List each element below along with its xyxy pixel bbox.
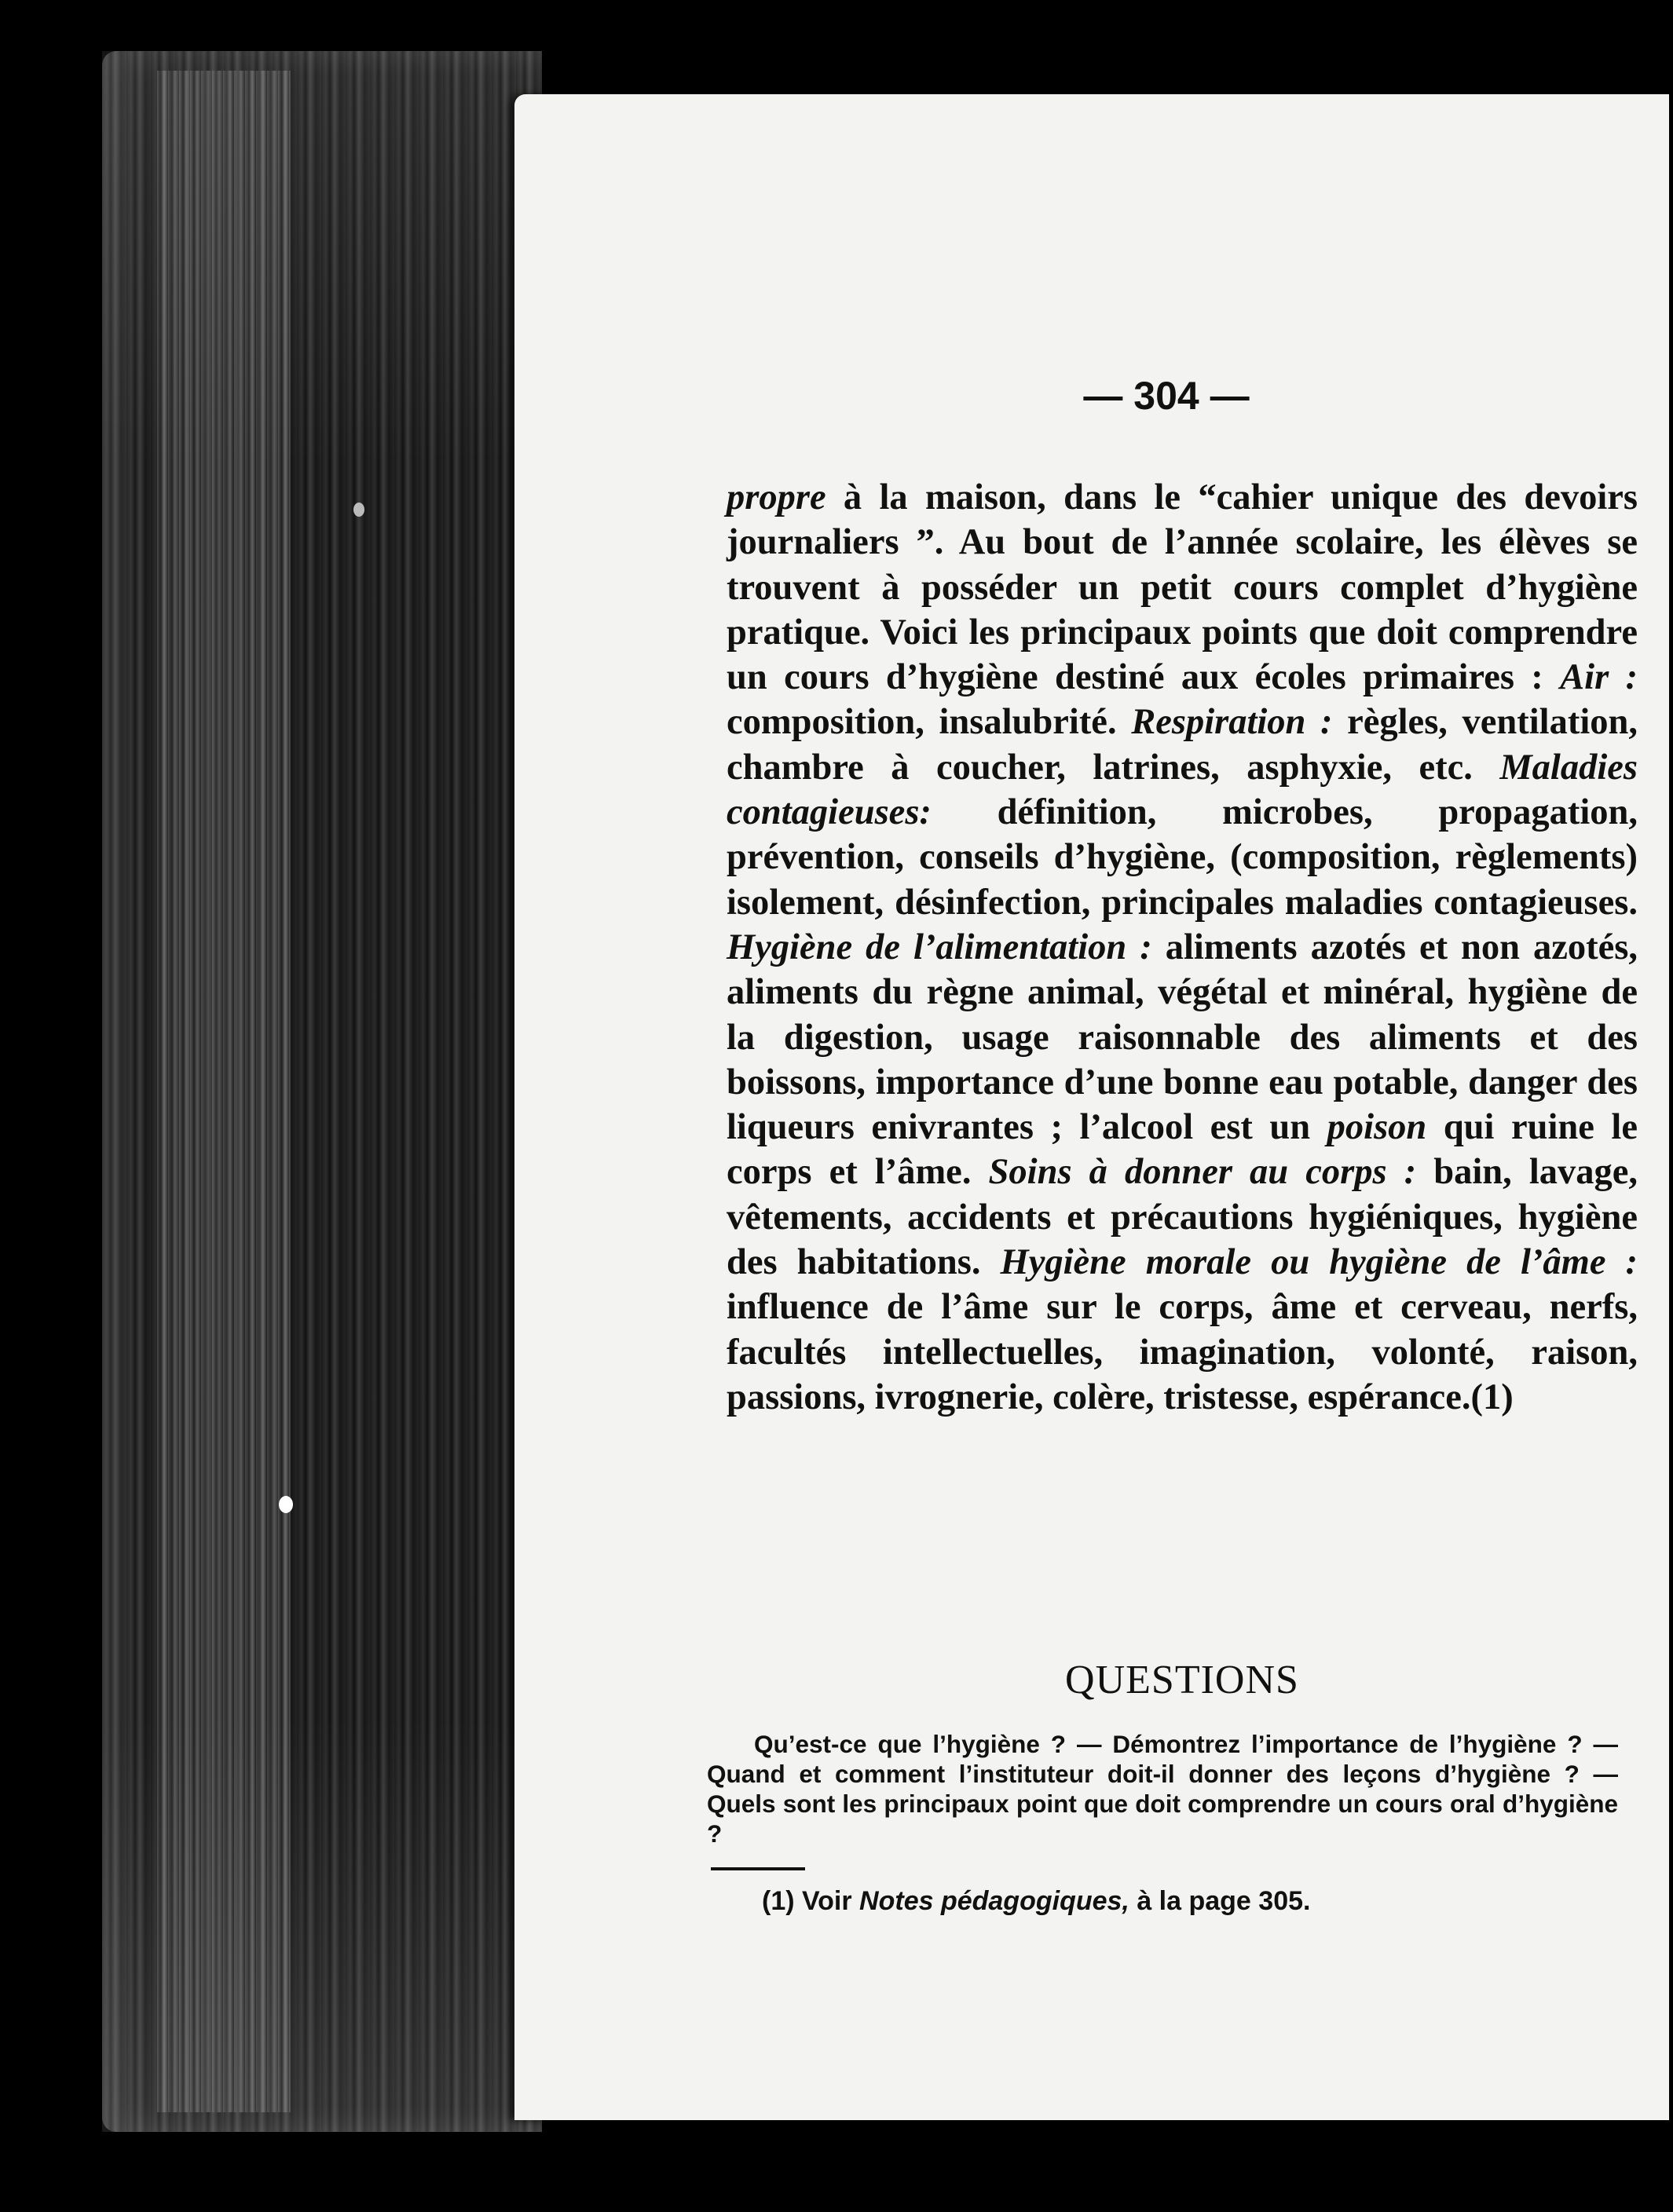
paragraph-run: aliments azotés et non azotés, aliments du règne animal, végétal et minéral, hygiène de la digestion, usage raisonnable des aliments et des boissons, importance d’une bonne eau potable, danger des liqueurs enivrantes ; l’alcool est un bbox=[727, 927, 1638, 1148]
paragraph-run: bain, lavage, vêtements, accidents et précautions hygiéniques, hygiène des habitations. bbox=[727, 1152, 1638, 1283]
paragraph-italic-run: Air : bbox=[1560, 657, 1638, 698]
paragraph-italic-run: Soins à donner au corps : bbox=[988, 1152, 1417, 1193]
paragraph-run: influence de l’âme sur le corps, âme et cerveau, nerfs, facultés intellectuelles, imagination, volonté, raison, passions, ivrognerie, colère, tristesse, espérance.(1) bbox=[727, 1287, 1638, 1417]
paragraph-run: définition, microbes, propagation, prévention, conseils d’hygiène, (composition, règlements) isolement, désinfection, principales maladies contagieuses. bbox=[727, 792, 1638, 923]
paragraph-run: règles, ventilation, chambre à coucher, latrines, asphyxie, etc. bbox=[727, 702, 1638, 788]
body-paragraph bbox=[727, 475, 1638, 1420]
paragraph-italic-run: propre bbox=[727, 477, 826, 517]
paragraph-italic-run: Respiration : bbox=[1131, 702, 1333, 743]
paragraph-run: à la maison, dans le “cahier unique des devoirs journaliers ”. Au bout de l’année scolaire, les élèves se trouvent à posséder un petit cours complet d’hygiène pratique. Voici les principaux points que doit comprendre un cours d’hygiène destiné aux écoles primaires : bbox=[727, 477, 1638, 698]
page-edge-highlight bbox=[157, 71, 291, 2112]
paragraph-italic-run: Maladies contagieuses: bbox=[727, 747, 1638, 833]
scan-speck bbox=[279, 1496, 293, 1513]
footnote-prefix: (1) Voir bbox=[762, 1886, 860, 1916]
paragraph-italic-run: Hygiène morale ou hygiène de l’âme : bbox=[1000, 1242, 1638, 1283]
questions-heading: QUESTIONS bbox=[1065, 1658, 1299, 1702]
footnote bbox=[762, 1886, 1310, 1917]
page-number: — 304 — bbox=[1083, 374, 1250, 418]
footnote-italic: Notes pédagogiques, bbox=[859, 1886, 1129, 1916]
questions-text: Qu’est-ce que l’hygiène ? — Démontrez l’importance de l’hygiène ? — Quand et comment l’instituteur doit-il donner des leçons d’hygiène ? — Quels sont les principaux point que doit comprendre un cours oral d’hygiène ? bbox=[707, 1730, 1618, 1848]
book-page bbox=[514, 94, 1669, 2120]
paragraph-run: qui ruine le corps et l’âme. bbox=[727, 1107, 1638, 1193]
paragraph-italic-run: poison bbox=[1327, 1107, 1427, 1148]
footnote-rule bbox=[711, 1867, 805, 1870]
paragraph-italic-run: Hygiène de l’alimentation : bbox=[727, 927, 1152, 967]
footnote-suffix: à la page 305. bbox=[1129, 1886, 1311, 1916]
scan-speck bbox=[353, 503, 364, 517]
paragraph-run: composition, insalubrité. bbox=[727, 702, 1132, 743]
